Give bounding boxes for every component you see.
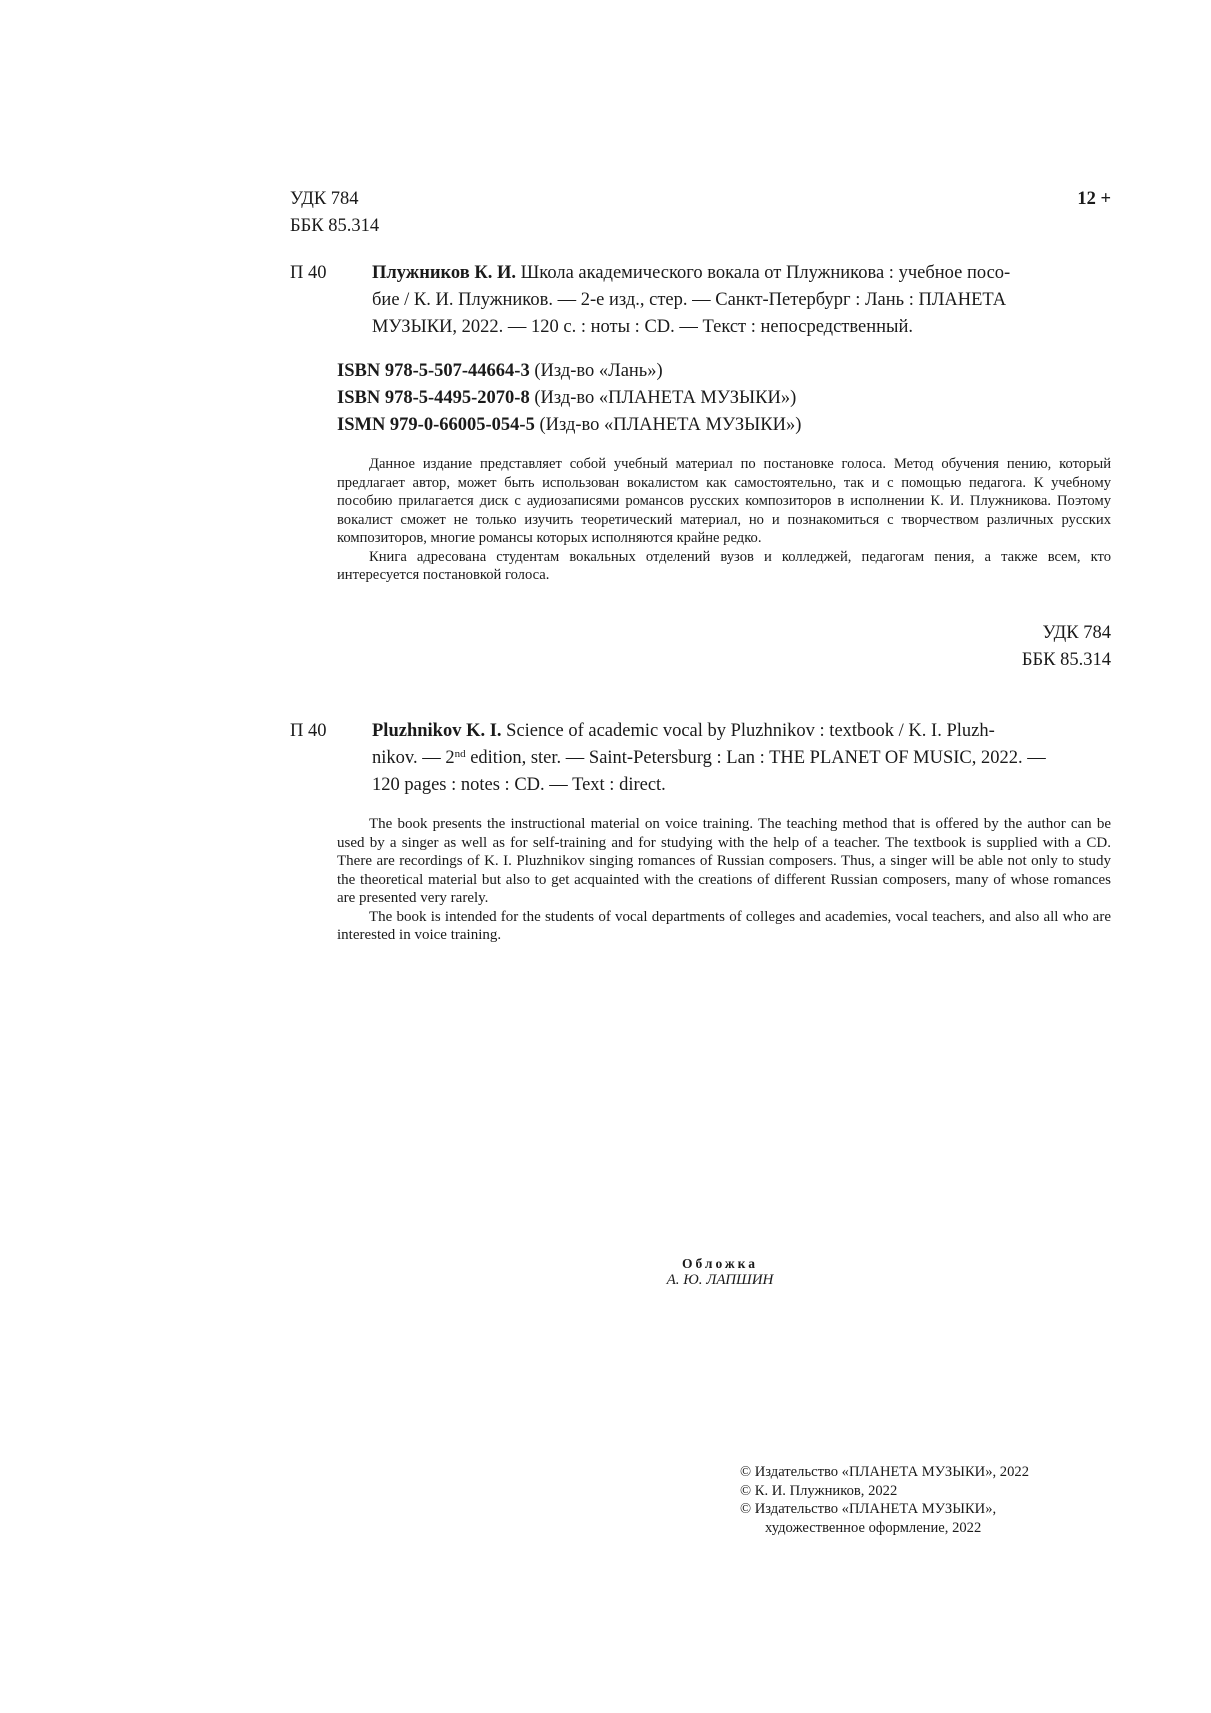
cover-label: Обложка	[681, 1256, 758, 1271]
ru-abstract	[337, 455, 1111, 585]
mid-index	[1022, 620, 1111, 674]
en-title: Science of academic vocal by Pluzhnikov : textbook / K. I. Pluzh-	[506, 721, 995, 741]
ismn-item: ISMN 979-0-66005-054-5 (Изд-во «ПЛАНЕТА МУЗЫКИ»)	[337, 415, 802, 435]
en-record-line3: 120 pages : notes : CD. — Text : direct.	[372, 775, 666, 795]
cover-designer: А. Ю. ЛАПШИН	[666, 1272, 774, 1288]
ru-abstract-para1: Данное издание представляет собой учебный материал по постановке голоса. Метод обучения пению, который предлагает автор, может быть использован вокалистом как самостоятельно, так и с помощью педагога. К учебному пособию прилагается диск с аудиозаписями романсов русских композиторов в исполнении К. И. Плужникова. Поэтому вокалист сможет не только изучить теоретический материал, но и познакомиться с творчеством различных русских композиторов, многие романсы которых исполняются крайне редко.	[337, 456, 1111, 546]
ru-record	[372, 260, 1111, 341]
cover-credit	[560, 1256, 880, 1289]
isbn-item: ISBN 978-5-4495-2070-8 (Изд-во «ПЛАНЕТА МУЗЫКИ»)	[337, 388, 797, 408]
mid-udk-code: УДК 784	[1042, 623, 1111, 643]
bbk-code: ББК 85.314	[290, 216, 380, 236]
copyright-line: художественное оформление, 2022	[765, 1519, 982, 1536]
en-author: Pluzhnikov K. I.	[372, 721, 502, 741]
en-abstract-para1: The book presents the instructional material on voice training. The teaching method that is offered by the author can be used by a singer as well as for self-training and for studying with the help of a teacher. The textbook is supplied with a CD. There are recordings of K. I. Pluzhnikov singing romances of Russian composers. Thus, a singer will be able not only to study the theoretical material but also to get acquainted with the creations of different Russian composers, many of whose romances are presented very rarely.	[337, 816, 1111, 906]
ru-author: Плужников К. И.	[372, 263, 517, 283]
age-rating: 12 +	[1077, 189, 1111, 209]
isbn-item: ISBN 978-5-507-44664-3 (Изд-во «Лань»)	[337, 361, 663, 381]
mid-bbk-code: ББК 85.314	[1021, 650, 1111, 670]
udk-code: УДК 784	[290, 189, 359, 209]
ru-record-line2: бие / К. И. Плужников. — 2-е изд., стер. — Санкт-Петербург : Лань : ПЛАНЕТА	[372, 290, 1007, 310]
isbn-list	[337, 358, 801, 439]
en-abstract-para2: The book is intended for the students of vocal departments of colleges and academies, vocal teachers, and also all who are interested in voice training.	[337, 908, 1111, 943]
copyright-line: © Издательство «ПЛАНЕТА МУЗЫКИ», 2022	[740, 1464, 1029, 1480]
edition-superscript: nd	[454, 748, 466, 760]
copyright-line: © К. И. Плужников, 2022	[740, 1482, 898, 1499]
header-index	[290, 186, 379, 240]
ru-title: Школа академического вокала от Плужникова : учебное посо-	[520, 263, 1011, 283]
ru-record-code: П 40	[290, 263, 327, 283]
ru-abstract-para2: Книга адресована студентам вокальных отделений вузов и колледжей, педагогам пения, а также всем, кто интересуется постановкой голоса.	[337, 548, 1111, 583]
copyright-line: © Издательство «ПЛАНЕТА МУЗЫКИ»,	[740, 1501, 997, 1517]
en-record: Pluzhnikov K. I. Science of academic vocal by Pluzhnikov : textbook / K. I. Pluzh- nikov. — 2nd edition, ster. — Saint-Petersburg : Lan : THE PLANET OF MUSIC, 2022. — 120 pages : notes : CD. — Text : direct.	[372, 718, 1111, 799]
en-abstract	[337, 815, 1111, 945]
ru-record-line3: МУЗЫКИ, 2022. — 120 с. : ноты : CD. — Текст : непосредственный.	[372, 317, 913, 337]
copyright-block	[740, 1463, 1029, 1537]
en-record-code: П 40	[290, 721, 327, 741]
